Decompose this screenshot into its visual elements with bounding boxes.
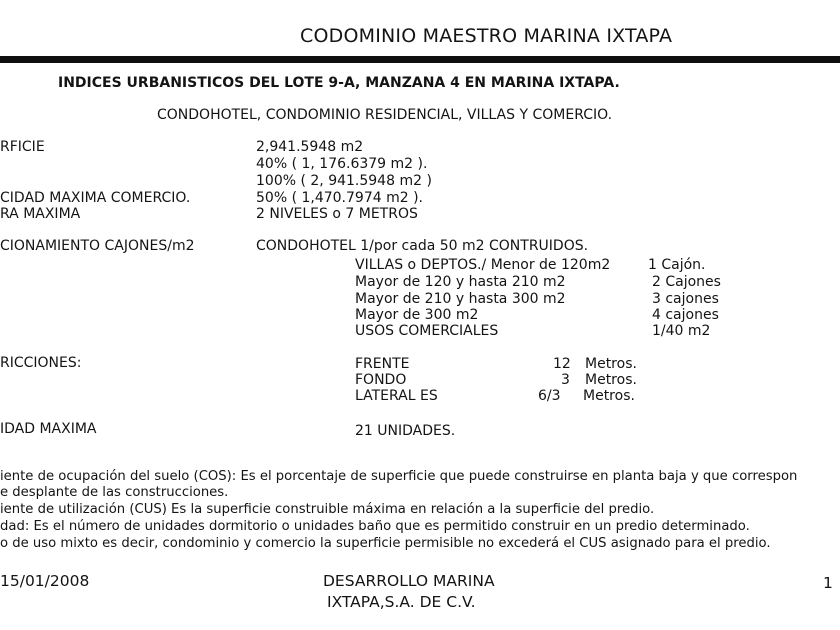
- value-superficie: 2,941.5948 m2: [256, 139, 364, 155]
- label-densidad: IDAD MAXIMA: [0, 421, 97, 437]
- setback-name: LATERAL ES: [355, 388, 438, 404]
- parking-item-qty: 4 cajones: [652, 307, 719, 323]
- footer-company-line2: IXTAPA,S.A. DE C.V.: [327, 593, 476, 611]
- section-heading: INDICES URBANISTICOS DEL LOTE 9-A, MANZANA 4 EN MARINA IXTAPA.: [58, 75, 620, 91]
- value-estacionamiento: CONDOHOTEL 1/por cada 50 m2 CONTRUIDOS.: [256, 238, 589, 254]
- parking-item-name: Mayor de 120 y hasta 210 m2: [355, 274, 566, 290]
- definition-line: iente de utilización (CUS) Es la superficie construible máxima en relación a la superficie del predio.: [0, 502, 655, 517]
- setback-unit: Metros.: [585, 356, 637, 372]
- definition-line: iente de ocupación del suelo (COS): Es el porcentaje de superficie que puede construirse en planta baja y que correspon: [0, 469, 798, 484]
- parking-item-name: USOS COMERCIALES: [355, 323, 499, 339]
- label-altura: RA MAXIMA: [0, 206, 81, 222]
- label-restricciones: RICCIONES:: [0, 355, 82, 371]
- definition-line: e desplante de las construcciones.: [0, 485, 229, 500]
- setback-number: 3: [561, 372, 570, 388]
- page-number: 1: [823, 574, 833, 592]
- label-comercio: CIDAD MAXIMA COMERCIO.: [0, 190, 191, 206]
- footer-company-line1: DESARROLLO MARINA: [323, 572, 495, 590]
- setback-name: FONDO: [355, 372, 407, 388]
- value-altura: 2 NIVELES o 7 METROS: [256, 206, 418, 222]
- value-densidad: 21 UNIDADES.: [355, 423, 456, 439]
- label-superficie: RFICIE: [0, 139, 45, 155]
- document-title: CODOMINIO MAESTRO MARINA IXTAPA: [300, 25, 673, 47]
- parking-item-qty: 3 cajones: [652, 291, 719, 307]
- setback-unit: Metros.: [585, 372, 637, 388]
- definition-line: dad: Es el número de unidades dormitorio o unidades baño que es permitido construir en un predio determinado.: [0, 519, 750, 534]
- parking-item-name: Mayor de 210 y hasta 300 m2: [355, 291, 566, 307]
- parking-item-qty: 1/40 m2: [652, 323, 711, 339]
- setback-unit: Metros.: [583, 388, 635, 404]
- label-estacionamiento: CIONAMIENTO CAJONES/m2: [0, 238, 195, 254]
- setback-number: 12: [553, 356, 571, 372]
- value-cos: 40% ( 1, 176.6379 m2 ).: [256, 156, 428, 172]
- parking-item-name: Mayor de 300 m2: [355, 307, 479, 323]
- footer-date: 15/01/2008: [0, 572, 90, 590]
- parking-item-qty: 1 Cajón.: [648, 257, 706, 273]
- header-rule: [0, 56, 840, 63]
- definition-line: o de uso mixto es decir, condominio y comercio la superficie permisible no excederá el CUS asignado para el predio.: [0, 536, 771, 551]
- section-subheading: CONDOHOTEL, CONDOMINIO RESIDENCIAL, VILLAS Y COMERCIO.: [157, 107, 613, 123]
- parking-item-name: VILLAS o DEPTOS./ Menor de 120m2: [355, 257, 611, 273]
- value-comercio: 50% ( 1,470.7974 m2 ).: [256, 190, 423, 206]
- parking-item-qty: 2 Cajones: [652, 274, 721, 290]
- setback-number: 6/3: [538, 388, 561, 404]
- value-cus: 100% ( 2, 941.5948 m2 ): [256, 173, 432, 189]
- setback-name: FRENTE: [355, 356, 410, 372]
